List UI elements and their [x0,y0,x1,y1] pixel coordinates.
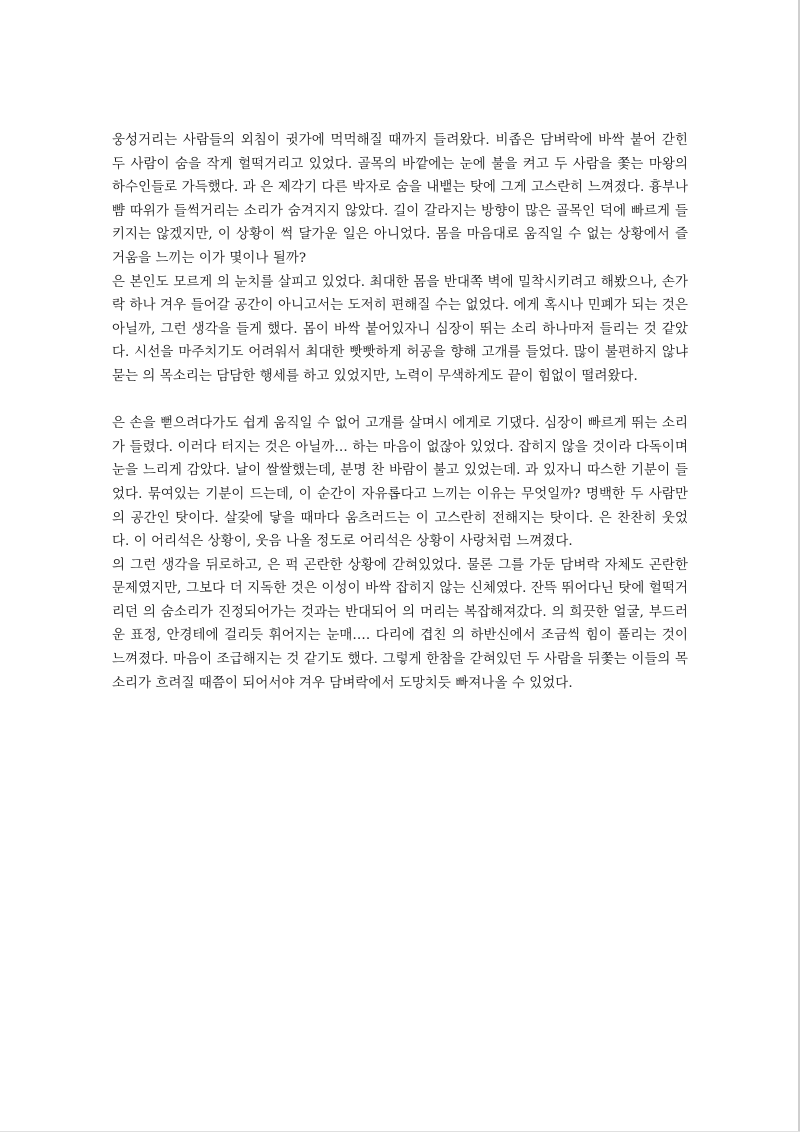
paragraph-4: 의 그런 생각을 뒤로하고, 은 퍽 곤란한 상황에 갇혀있었다. 물론 그를 가둔 담벼락 자체도 곤란한 문제였지만, 그보다 더 지독한 것은 이성이 바싹 잡히지 않는 신체였다. 잔뜩 뛰어다닌 탓에 헐떡거리던 의 숨소리가 진정되어가는 것과는 반대되어 의 머리는 복잡해져갔다. 의 희끗한 얼굴, 부드러운 표정, 안경테에 걸리듯 휘어지는 눈매…. 다리에 겹친 의 하반신에서 조금씩 힘이 풀리는 것이 느껴졌다. 마음이 조급해지는 것 같기도 했다. 그렇게 한참을 갇혀있던 두 사람을 뒤쫓는 이들의 목소리가 흐려질 때쯤이 되어서야 겨우 담벼락에서 도망치듯 빠져나올 수 있었다. [112,557,688,691]
paragraph-3: 은 손을 뻗으려다가도 쉽게 움직일 수 없어 고개를 살며시 에게로 기댔다. 심장이 빠르게 뛰는 소리가 들렸다. 이러다 터지는 것은 아닐까… 하는 마음이 없잖아 있었다. 잡히지 않을 것이라 다독이며 눈을 느리게 감았다. 날이 쌀쌀했는데, 분명 찬 바람이 불고 있었는데. 과 있자니 따스한 기분이 들었다. 묶여있는 기분이 드는데, 이 순간이 자유롭다고 느끼는 이유는 무엇일까? 명백한 두 사람만의 공간인 탓이다. 살갗에 닿을 때마다 움츠러드는 이 고스란히 전해지는 탓이다. 은 찬찬히 웃었다. 이 어리석은 상황이, 웃음 나올 정도로 어리석은 상황이 사랑처럼 느껴졌다. [112,416,689,550]
body-text [112,129,688,695]
paragraph-break [112,389,688,413]
paragraph-1: 웅성거리는 사람들의 외침이 귓가에 먹먹해질 때까지 들려왔다. 비좁은 담벼락에 바싹 붙어 갇힌 두 사람이 숨을 작게 헐떡거리고 있었다. 골목의 바깥에는 눈에 불을 켜고 두 사람을 쫓는 마왕의 하수인들로 가득했다. 과 은 제각기 다른 박자로 숨을 내뱉는 탓에 그게 고스란히 느껴졌다. 흉부나 뺨 따위가 들썩거리는 소리가 숨겨지지 않았다. 길이 갈라지는 방향이 많은 골목인 덕에 빠르게 들키지는 않겠지만, 이 상황이 썩 달가운 일은 아니었다. 몸을 마음대로 움직일 수 없는 상황에서 즐거움을 느끼는 이가 몇이나 될까? [112,133,688,266]
paragraph-2: 은 본인도 모르게 의 눈치를 살피고 있었다. 최대한 몸을 반대쪽 벽에 밀착시키려고 해봤으나, 손가락 하나 겨우 들어갈 공간이 아니고서는 도저히 편해질 수는 없었다. 에게 혹시나 민폐가 되는 것은 아닐까, 그런 생각을 들게 했다. 몸이 바싹 붙어있자니 심장이 뛰는 소리 하나마저 들리는 것 같았다. 시선을 마주치기도 어려워서 최대한 빳빳하게 허공을 향해 고개를 들었다. 많이 불편하지 않냐 묻는 의 목소리는 담담한 행세를 하고 있었지만, 노력이 무색하게도 끝이 힘없이 떨려왔다. [112,274,688,384]
